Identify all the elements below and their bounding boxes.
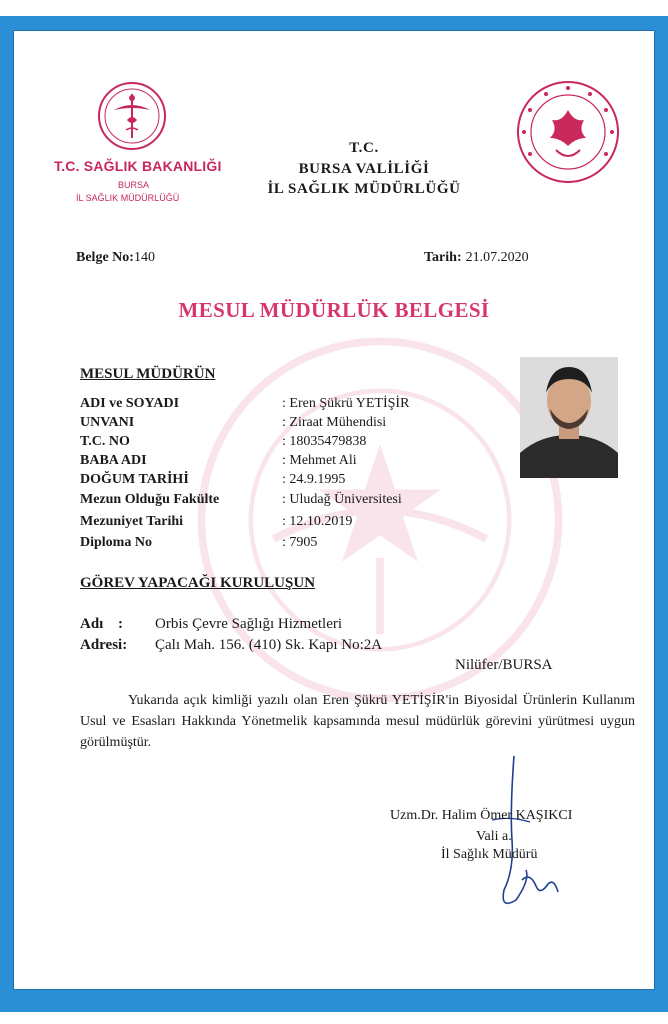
org-address-label: Adresi:	[80, 637, 128, 653]
signer-name: Uzm.Dr. Halim Ömer KAŞIKCI	[390, 808, 573, 823]
header-mudurluk: İL SAĞLIK MÜDÜRLÜĞÜ	[267, 181, 461, 197]
row-label-faculty: Mezun Olduğu Fakülte	[80, 492, 220, 507]
row-value-tc: : 18035479838	[282, 434, 367, 449]
org-district: Nilüfer/BURSA	[455, 657, 553, 673]
row-value-father: : Mehmet Ali	[282, 453, 357, 468]
person-photo	[520, 357, 618, 478]
row-value-title: : Ziraat Mühendisi	[282, 415, 387, 430]
tarih	[424, 248, 529, 266]
signer-vali: Vali a.	[476, 829, 512, 844]
document-title: MESUL MÜDÜRLÜK BELGESİ	[178, 298, 490, 322]
row-label-name: ADI ve SOYADI	[80, 396, 180, 411]
belge-no-value: 140	[133, 250, 155, 265]
org-address-value: Çalı Mah. 156. (410) Sk. Kapı No:2A	[155, 637, 383, 653]
row-value-faculty: : Uludağ Üniversitesi	[282, 492, 402, 507]
person-photo-icon	[520, 357, 618, 478]
row-label-father: BABA ADI	[80, 453, 147, 468]
tarih-label: Tarih:	[424, 250, 462, 265]
tarih-value: 21.07.2020	[465, 250, 529, 265]
organization-heading: GÖREV YAPACAĞI KURULUŞUN	[80, 575, 316, 591]
row-value-grad-date: : 12.10.2019	[282, 514, 353, 529]
org-name-label: Adı	[80, 616, 104, 632]
approval-paragraph: Yukarıda açık kimliği yazılı olan Eren Şükrü YETİŞİR'in Biyosidal Ürünlerin Kullanım Usul ve Esasları Hakkında Yönetmelik kapsamında mesul müdürlük görevini yürütmesi uygun görülmüştür.	[80, 693, 635, 750]
row-label-diploma: Diploma No	[80, 535, 152, 550]
ministry-name: T.C. SAĞLIK BAKANLIĞI	[54, 158, 222, 174]
header-valilik: BURSA VALİLİĞİ	[298, 161, 430, 177]
ministry-unit: İL SAĞLIK MÜDÜRLÜĞÜ	[76, 193, 180, 203]
row-label-title: UNVANI	[80, 415, 135, 430]
row-label-grad-date: Mezuniyet Tarihi	[80, 514, 184, 529]
row-value-name: : Eren Şükrü YETİŞİR	[282, 396, 410, 411]
row-label-tc: T.C. NO	[80, 434, 130, 449]
signer-role: İl Sağlık Müdürü	[441, 847, 538, 862]
manager-heading: MESUL MÜDÜRÜN	[80, 366, 216, 382]
row-value-birth: : 24.9.1995	[282, 472, 346, 487]
row-value-diploma: : 7905	[282, 535, 318, 550]
org-name-value: Orbis Çevre Sağlığı Hizmetleri	[155, 616, 343, 632]
ministry-city: BURSA	[118, 180, 150, 190]
belge-no	[76, 248, 155, 266]
org-name-sep: :	[118, 616, 123, 632]
header-tc: T.C.	[349, 140, 379, 156]
belge-no-label: Belge No:	[76, 250, 134, 265]
row-label-birth: DOĞUM TARİHİ	[80, 472, 189, 487]
